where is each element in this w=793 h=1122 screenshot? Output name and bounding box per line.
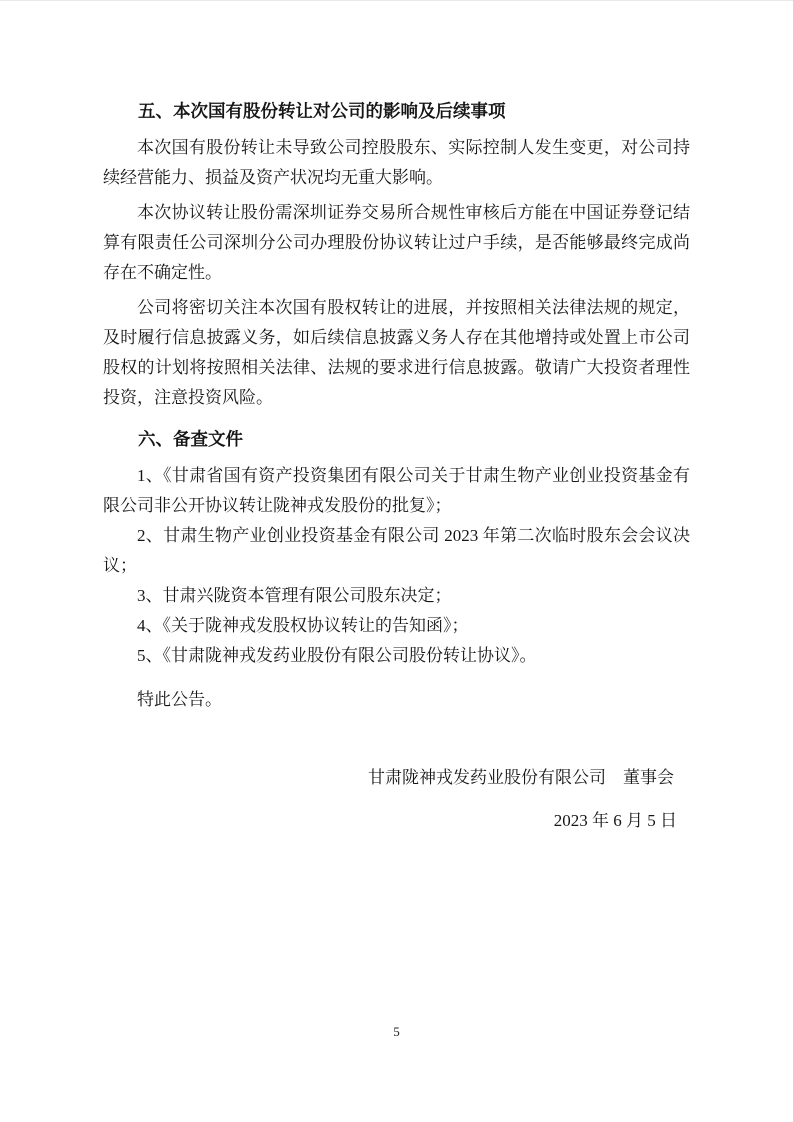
- reference-document-item-2: 2、甘肃生物产业创业投资基金有限公司 2023 年第二次临时股东会会议决议；: [103, 526, 690, 575]
- section-five-heading: 五、本次国有股份转让对公司的影响及后续事项: [138, 101, 506, 121]
- signature-block: [103, 767, 690, 832]
- signature-date: 2023 年 6 月 5 日: [553, 811, 677, 830]
- section-six-heading: 六、备查文件: [138, 429, 243, 449]
- reference-document-item-3: 3、甘肃兴陇资本管理有限公司股东决定；: [137, 586, 452, 605]
- section-five-paragraph-1: 本次国有股份转让未导致公司控股股东、实际控制人发生变更，对公司持续经营能力、损益及资产状况均无重大影响。: [103, 138, 690, 187]
- closing-statement: 特此公告。: [137, 690, 222, 709]
- page-content: [0, 1, 793, 832]
- section-five-paragraph-2: 本次协议转让股份需深圳证券交易所合规性审核后方能在中国证券登记结算有限责任公司深圳分公司办理股份协议转让过户手续，是否能够最终完成尚存在不确定性。: [103, 203, 690, 282]
- reference-document-item-4: 4、《关于陇神戎发股权协议转让的告知函》；: [137, 616, 469, 635]
- reference-document-item-1: 1、《甘肃省国有资产投资集团有限公司关于甘肃生物产业创业投资基金有限公司非公开协议转让陇神戎发股份的批复》；: [103, 466, 690, 515]
- section-five-paragraph-3: 公司将密切关注本次国有股权转让的进展，并按照相关法律法规的规定，及时履行信息披露义务，如后续信息披露义务人存在其他增持或处置上市公司股权的计划将按照相关法律、法规的要求进行信息披露。敬请广大投资者理性投资，注意投资风险。: [103, 298, 690, 407]
- reference-document-item-5: 5、《甘肃陇神戎发药业股份有限公司股份转让协议》。: [137, 646, 537, 665]
- page-number: 5: [393, 1024, 400, 1039]
- signature-company: 甘肃陇神戎发药业股份有限公司 董事会: [368, 768, 674, 787]
